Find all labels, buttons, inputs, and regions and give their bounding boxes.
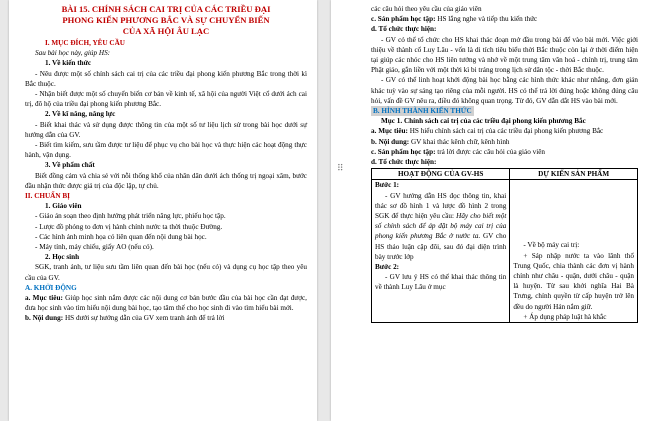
knowledge-title: 1. Về kiến thức (45, 59, 92, 68)
continuation-line: các câu hỏi theo yêu cầu của giáo viên (371, 5, 482, 13)
section-1-title: I. MỤC ĐÍCH, YÊU CẦU (45, 39, 125, 47)
step-2-text: - GV lưu ý HS có thể khai thác thông tin về thành Luy Lâu ở mục (375, 273, 507, 292)
table-header-row (372, 169, 638, 180)
title-line-1: BÀI 15. CHÍNH SÁCH CAI TRỊ CỦA CÁC TRIỀU ĐẠI (61, 4, 271, 14)
skills-item: - Biết khai thác và sử dụng được thông tin của một số tư liệu lịch sử trong bài học dưới sự hướng dẫn của GV. (25, 120, 307, 139)
skills-item: - Biết tìm kiếm, sưu tầm được tư liệu để phục vụ cho bài học và thực hiện các hoạt động thực hành, vận dụng. (25, 141, 307, 160)
student-text: SGK, tranh ảnh, tư liệu sưu tầm liên quan đến bài học (nếu có) và dụng cụ học tập theo yêu cầu của GV. (25, 263, 307, 282)
section-b-title (371, 106, 638, 116)
section-a-title: A. KHỞI ĐỘNG (25, 283, 77, 292)
teacher-title: 1. Giáo viên (45, 202, 82, 211)
quality-title: 3. Về phẩm chất (45, 161, 95, 170)
goal-label: a. Mục tiêu: (371, 127, 408, 136)
student-title: 2. Học sinh (45, 253, 80, 262)
page-right-content (371, 4, 638, 323)
skills-title: 2. Về kĩ năng, năng lực (45, 110, 116, 119)
step-2-label: Bước 2: (375, 263, 400, 272)
goal-text: HS hiểu chính sách cai trị của các triều đại phong kiến phương Bắc (407, 127, 604, 136)
a-goal-text: Giúp học sinh nắm được các nội dung cơ bản bước đầu của bài học cần đạt được, đưa học sinh vào tìm hiểu nội dung bài học, tạo tâm thế cho học sinh đi vào tìm hiểu bài mới. (25, 294, 307, 313)
step-1-pre: - GV hướng dẫn HS đọc thông tin, khai thác sơ đồ hình 1 và lược đồ hình 2 trong SGK để thực hiện yêu cầu: (375, 191, 507, 221)
step-1-question: Hãy cho biết một số chính sách để áp đặt bộ máy cai trị của phong kiến phương Bắc ở nước ta. (375, 212, 507, 241)
table-header-product: DỰ KIẾN SẢN PHẨM (510, 169, 638, 180)
teacher-item: - Lược đồ phóng to đơn vị hành chính nước ta thời thuộc Đường. (35, 222, 223, 231)
activity-title: Mục 1. Chính sách cai trị của các triều đại phong kiến phương Bắc (381, 117, 586, 126)
product-label: c. Sản phẩm học tập: (371, 147, 436, 156)
quality-text: Biết đồng cảm và chia sẻ với nỗi thống khổ của nhân dân dưới ách thống trị ngoại xâm, bước đầu nhận thức được giá trị của độc lập, tự chủ. (25, 171, 307, 190)
document-page-left (9, 0, 317, 421)
intro-text: Sau bài học này, giúp HS: (35, 49, 111, 58)
knowledge-item: - Nêu được một số chính sách cai trị của các triều đại phong kiến phương Bắc trong thời kì Bắc thuộc. (25, 69, 307, 88)
goal-paragraph (371, 126, 638, 136)
product-paragraph (371, 147, 638, 157)
a-goal-label: a. Mục tiêu: (25, 294, 63, 303)
d-item: - GV có thể linh hoạt khởi động bài học bằng các hình thức khác như nhắng, đơn giản khác tuỳ vào sự sáng tạo riêng của mỗi người. HS có thể trả lời đúng hoặc không đúng câu hỏi, vấn đề GV nêu ra, điều đó không quan trọng. Từ đó, GV dẫn dắt HS vào bài mới. (371, 76, 638, 105)
document-page-right (331, 0, 650, 421)
d-organize-label: d. Tổ chức thực hiện: (371, 25, 437, 34)
section-2-title: II. CHUẨN BỊ (25, 192, 70, 201)
b-content-text: HS dưới sự hướng dẫn của GV xem tranh ảnh để trả lời (63, 314, 225, 323)
product-cell (510, 180, 638, 323)
activity-cell (372, 180, 510, 323)
organize-label: d. Tổ chức thực hiện: (371, 158, 437, 167)
page-left-content (25, 4, 307, 324)
table-row (372, 180, 638, 323)
product-title: - Về bộ máy cai trị: (523, 241, 580, 250)
product-line: + Sáp nhập nước ta vào lãnh thổ Trung Quốc, chia thành các đơn vị hành chính như châu - quận, dưới châu - quận là huyện. Từ sau khởi nghĩa Hai Bà Trưng, chính quyền từ cấp huyện trở lên đều do người Hán nắm giữ. (513, 251, 634, 311)
content-paragraph (371, 137, 638, 147)
section-b-title-text: B. HÌNH THÀNH KIẾN THỨC (373, 107, 472, 116)
activity-table (371, 168, 638, 323)
step-1-text (375, 191, 506, 262)
c-product-text: HS lắng nghe và tiếp thu kiến thức (435, 15, 538, 24)
c-product-label: c. Sản phẩm học tập: (371, 15, 436, 24)
a-goal-paragraph (25, 293, 307, 313)
teacher-item: - Các hình ảnh minh họa có liên quan đến nội dung bài học. (35, 232, 207, 241)
lesson-title (25, 4, 307, 37)
knowledge-item: - Nhận biết được một số chuyển biến cơ bản về kinh tế, xã hội của người Việt cổ dưới ách cai trị, đô hộ của triều đại phong kiến phương Bắc. (25, 90, 307, 109)
product-cell-spacer (513, 180, 634, 240)
b-content-paragraph (25, 313, 307, 323)
teacher-item: - Giáo án soạn theo định hướng phát triển năng lực, phiếu học tập. (35, 212, 226, 221)
table-header-activity: HOẠT ĐỘNG CỦA GV-HS (372, 169, 510, 180)
title-line-2: PHONG KIẾN PHƯƠNG BẮC VÀ SỰ CHUYỂN BIẾN (62, 15, 270, 25)
product-line: + Áp dụng pháp luật hà khắc (523, 312, 607, 321)
step-1-label: Bước 1: (375, 181, 400, 190)
step-1-post: GV cho HS thảo luận cặp đôi, sau đó đại diện trình bày trước lớp (375, 232, 507, 261)
content-text: GV khai thác kênh chữ, kênh hình (409, 137, 510, 146)
product-text: trả lời được các câu hỏi của giáo viên (435, 147, 545, 156)
b-content-label: b. Nội dung: (25, 314, 64, 323)
c-product-paragraph (371, 14, 638, 24)
d-item: - GV có thể tổ chức cho HS khai thác đoạn mở đầu trong bài để vào bài mới. Việc giới thiệu về thành cổ Luy Lâu - vốn là di tích tiêu biểu thời Bắc thuộc còn lại ở thời điểm hiện tại giúp các nhóc cho HS liên tưởng và nhớ về một trung tâm văn hoá - chính trị, trung tâm Phật giáo, gắn liền với một thời kì bi tráng trong lịch sử dân tộc - thời Bắc thuộc. (371, 35, 638, 75)
title-line-3: CỦA XÃ HỘI ÂU LẠC (122, 26, 210, 36)
drag-handle-icon[interactable]: ⠿ (337, 163, 344, 173)
teacher-item: - Máy tính, máy chiếu, giấy AO (nếu có). (35, 243, 154, 252)
content-label: b. Nội dung: (371, 137, 410, 146)
